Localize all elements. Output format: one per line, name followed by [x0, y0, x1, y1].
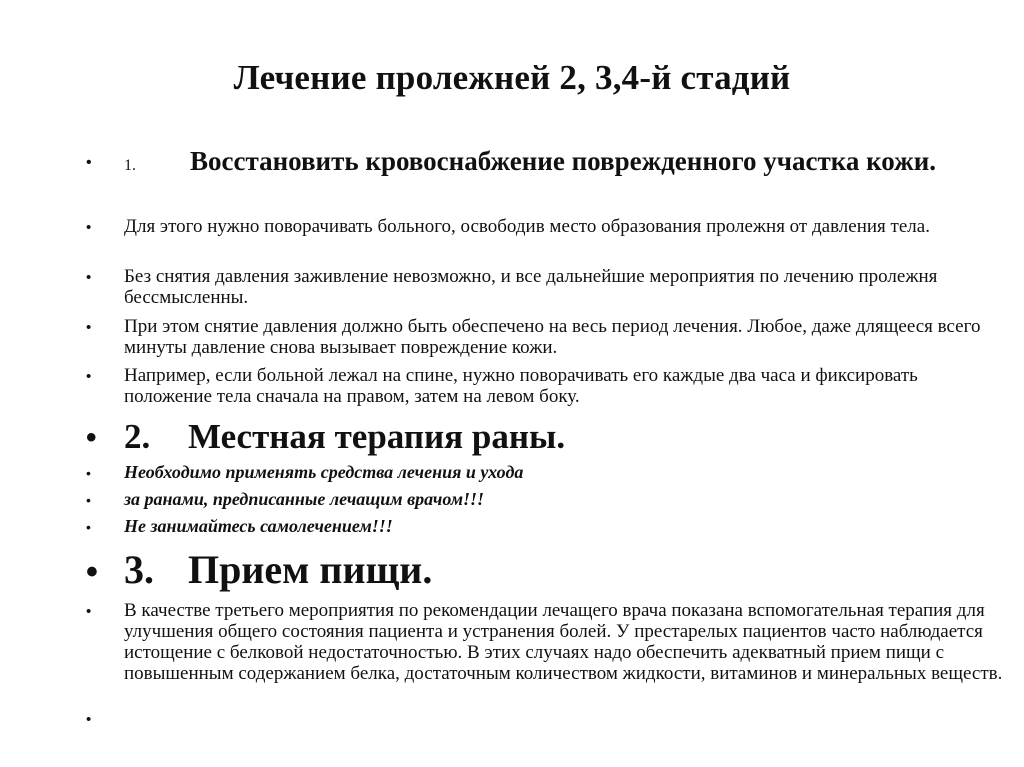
bullet-icon: • [86, 603, 92, 620]
section-3-number: 3. [124, 547, 154, 592]
bullet-icon: • [86, 492, 91, 508]
section-2-heading [86, 417, 1004, 456]
list-item-text: Необходимо применять средства лечения и ухода [124, 462, 524, 482]
list-item-text: Без снятия давления заживление невозможно, и все дальнейшие мероприятия по лечению пролежня бессмысленны. [124, 266, 938, 308]
bullet-icon: • [86, 711, 92, 728]
list-item-text: При этом снятие давления должно быть обеспечено на весь период лечения. Любое, даже длящееся всего минуты давление снова вызывает повреждение кожи. [124, 316, 981, 358]
section-1-heading [86, 146, 1004, 181]
section-3-heading [86, 547, 1004, 592]
list-item [86, 216, 1004, 237]
bullet-icon: • [86, 421, 97, 454]
paragraph-text: В качестве третьего мероприятия по рекомендации лечащего врача показана вспомогательная терапия для улучшения общего состояния пациента и устранения болей. У престарелых пациентов часто наблюдается истощение с белковой недостаточностью. В этих случаях надо обеспечить адекватный прием пищи с повышенным содержанием белка, достаточным количеством жидкости, витаминов и минеральных веществ. [124, 600, 1003, 684]
bullet-icon: • [86, 269, 92, 286]
bullet-icon: • [86, 219, 92, 236]
bullet-icon: • [86, 465, 91, 481]
slide-title: Лечение пролежней 2, 3,4-й стадий [233, 58, 791, 97]
bullet-icon: • [86, 154, 92, 171]
bullet-icon: • [86, 368, 92, 385]
bullet-icon: • [86, 319, 92, 336]
list-item [86, 516, 1004, 537]
section-3-paragraph [86, 600, 1004, 684]
section-1-number: 1. [124, 157, 136, 174]
section-1-title: Восстановить кровоснабжение поврежденного участка кожи. [190, 146, 937, 176]
section-2-number: 2. [124, 417, 151, 456]
list-item [86, 316, 1004, 358]
list-item-text: Для этого нужно поворачивать больного, освободив место образования пролежня от давления тела. [124, 216, 930, 237]
list-item [86, 365, 1004, 407]
list-item-text: за ранами, предписанные лечащим врачом!!! [124, 489, 485, 509]
list-item-text: Не занимайтесь самолечением!!! [124, 516, 393, 536]
bullet-icon: • [86, 519, 91, 535]
list-item-text: Например, если больной лежал на спине, нужно поворачивать его каждые два часа и фиксировать положение тела сначала на правом, затем на левом боку. [124, 365, 918, 407]
list-item [86, 489, 1004, 510]
list-item [86, 266, 1004, 308]
section-2-title: Местная терапия раны. [188, 417, 566, 456]
section-3-title: Прием пищи. [188, 547, 433, 592]
list-item [86, 462, 1004, 483]
bullet-icon: • [86, 553, 98, 591]
